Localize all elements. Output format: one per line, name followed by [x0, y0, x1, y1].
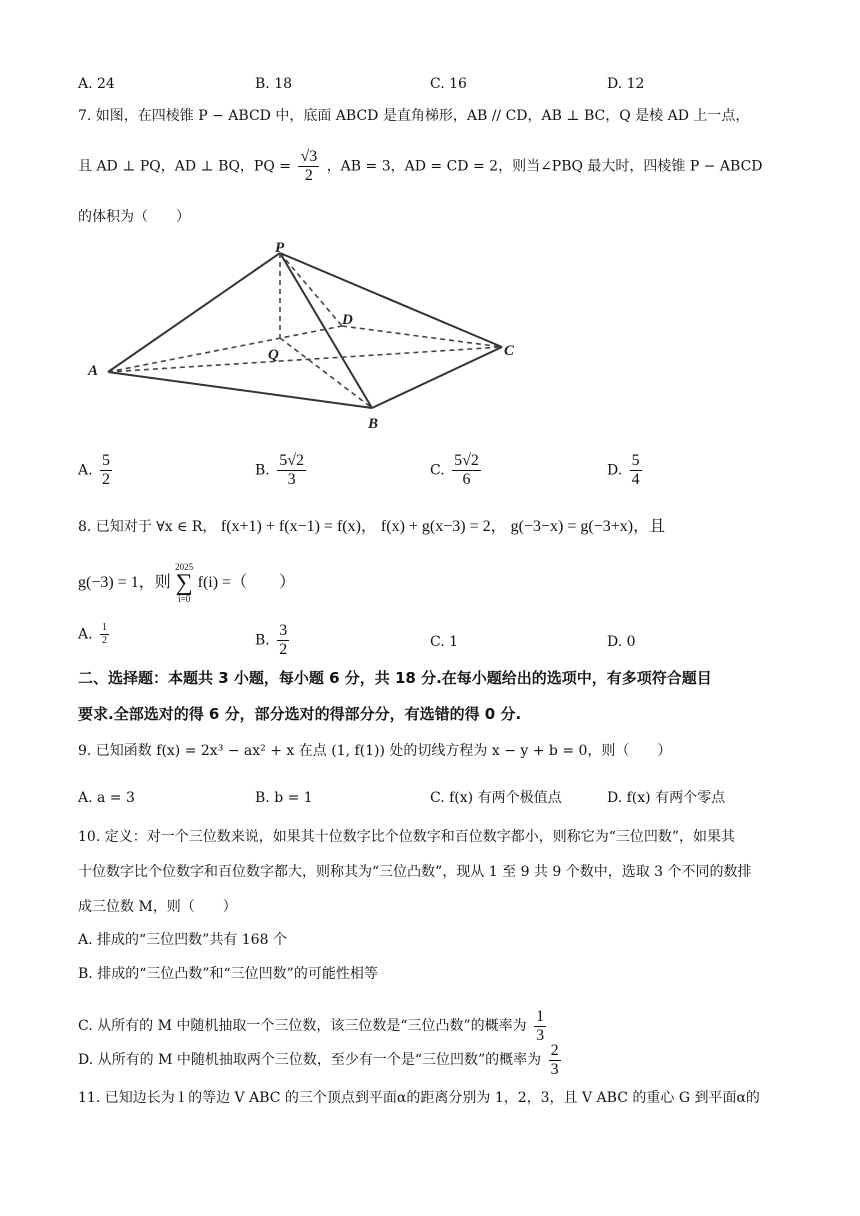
sigma-symbol: ∑	[175, 570, 193, 596]
edge-bc	[372, 347, 502, 408]
q10-option-d	[78, 1040, 564, 1080]
q7-option-d	[607, 452, 645, 489]
q7-option-c-letter: C.	[430, 462, 445, 479]
q7-option-a-den: 2	[102, 471, 111, 488]
q10-option-a: A. 排成的“三位凹数”共有 168 个	[78, 932, 287, 948]
q10-stem-line3: 成三位数 M，则（ ）	[78, 899, 237, 915]
q7-pq-den: 2	[304, 167, 313, 184]
edge-ac-dashed	[108, 347, 502, 372]
q7-option-a-fraction	[100, 452, 112, 489]
q7-option-b-num: 5√2	[279, 452, 304, 469]
sum-lower: i=0	[178, 594, 191, 604]
section2-header-line2: 要求.全部选对的得 6 分，部分选对的得部分分，有选错的得 0 分.	[78, 705, 522, 723]
sum-upper: 2025	[175, 562, 194, 572]
section2-header-line1: 二、选择题：本题共 3 小题，每小题 6 分，共 18 分.在每小题给出的选项中，有多项符合题目	[78, 669, 712, 687]
q8-option-a-den: 2	[102, 635, 108, 646]
q10-option-c-text: C. 从所有的 M 中随机抽取一个三位数，该三位数是“三位凸数”的概率为	[78, 1018, 527, 1034]
q7-line2-b: ，AB = 3，AD = CD = 2，则当∠PBQ 最大时，四棱锥 P − ABCD	[326, 158, 763, 175]
q8-option-a	[78, 622, 112, 647]
q7-option-b-fraction	[277, 452, 306, 489]
pyramid-figure	[80, 240, 530, 440]
q7-option-c-den: 6	[462, 471, 471, 488]
q7-option-b-letter: B.	[255, 462, 270, 479]
q8-line2-a: g(−3) = 1，则	[78, 574, 171, 591]
q7-line2-a: 且 AD ⊥ PQ，AD ⊥ BQ，PQ =	[78, 158, 291, 175]
q6-option-a: A. 24	[78, 76, 115, 92]
q7-pq-fraction	[298, 148, 319, 185]
q7-option-c-num: 5√2	[454, 452, 479, 469]
q7-option-b-den: 3	[287, 471, 296, 488]
q9-option-d: D. f(x) 有两个零点	[607, 790, 726, 806]
q7-pq-num: √3	[300, 148, 318, 165]
q7-option-a-letter: A.	[78, 462, 93, 479]
q8-option-a-num: 1	[102, 622, 108, 633]
q7-option-c-fraction	[452, 452, 481, 489]
q8-option-a-letter: A.	[78, 626, 93, 643]
q8-summation	[175, 562, 193, 604]
q7-option-d-den: 4	[631, 471, 640, 488]
q8-option-d: D. 0	[607, 634, 636, 650]
q7-option-c	[430, 452, 484, 489]
q8-stem-line2	[78, 562, 295, 604]
q7-option-d-fraction	[630, 452, 642, 489]
edge-pd-dashed	[280, 253, 342, 326]
q10-stem-line1: 10. 定义：对一个三位数来说，如果其十位数字比个位数字和百位数字都小，则称它为“三位凹数”，如果其	[78, 829, 736, 845]
q7-stem-line3: 的体积为（ ）	[78, 209, 190, 225]
label-d: D	[342, 312, 353, 328]
q11-stem-line1: 11. 已知边长为 l 的等边 V ABC 的三个顶点到平面α的距离分别为 1，2，3，且 V ABC 的重心 G 到平面α的	[78, 1090, 760, 1106]
q8-option-c: C. 1	[430, 634, 459, 650]
q8-line2-b: f(i) =（ ）	[197, 574, 296, 591]
q9-stem: 9. 已知函数 f(x) = 2x³ − ax² + x 在点 (1, f(1)) 处的切线方程为 x − y + b = 0，则（ ）	[78, 743, 672, 759]
q10-option-d-num: 2	[550, 1041, 559, 1059]
q9-option-c: C. f(x) 有两个极值点	[430, 790, 562, 806]
q7-option-b	[255, 452, 309, 489]
q10-option-d-den: 3	[550, 1060, 559, 1078]
q6-option-d: D. 12	[607, 76, 645, 92]
q8-option-b	[255, 622, 292, 659]
q7-stem-line1: 7. 如图，在四棱锥 P − ABCD 中，底面 ABCD 是直角梯形，AB // CD，AB ⊥ BC，Q 是棱 AD 上一点，	[78, 108, 750, 124]
q8-option-a-fraction	[100, 622, 109, 647]
q10-option-d-text: D. 从所有的 M 中随机抽取两个三位数，至少有一个是“三位凹数”的概率为	[78, 1052, 542, 1068]
q8-option-b-num: 3	[279, 622, 288, 639]
q10-option-c-num: 1	[536, 1007, 545, 1025]
edge-pa	[108, 253, 280, 372]
q8-option-b-letter: B.	[255, 632, 270, 649]
q7-option-d-letter: D.	[607, 462, 623, 479]
label-c: C	[504, 343, 515, 359]
q7-stem-line2	[78, 148, 763, 185]
q8-stem-line1	[78, 517, 665, 537]
q8-line1-b: f(x+1) + f(x−1) = f(x)， f(x) + g(x−3) = 2， g(−3−x) = g(−3+x)，且	[220, 518, 666, 535]
q8-option-b-den: 2	[279, 641, 288, 658]
q7-option-a-num: 5	[102, 452, 111, 469]
label-a: A	[88, 363, 99, 379]
q9-option-b: B. b = 1	[255, 790, 313, 806]
q7-option-d-num: 5	[631, 452, 640, 469]
q10-option-c-fraction	[534, 1008, 546, 1045]
q10-stem-line2: 十位数字比个位数字和百位数字都大，则称其为“三位凸数”，现从 1 至 9 共 9 个数中，选取 3 个不同的数排	[78, 864, 752, 880]
q6-option-b: B. 18	[255, 76, 293, 92]
q10-option-d-fraction	[549, 1042, 561, 1079]
q8-option-b-fraction	[277, 622, 289, 659]
q6-option-c: C. 16	[430, 76, 467, 92]
label-b: B	[368, 416, 379, 432]
q7-option-a	[78, 452, 115, 489]
q9-option-a: A. a = 3	[78, 790, 135, 806]
label-q: Q	[268, 347, 279, 363]
label-p: P	[275, 240, 285, 256]
q8-line1-a: 8. 已知对于 ∀x ∈ R，	[78, 519, 217, 535]
q10-option-b: B. 排成的“三位凸数”和“三位凹数”的可能性相等	[78, 966, 378, 982]
edge-pb	[280, 253, 372, 408]
q10-option-c-den: 3	[536, 1026, 545, 1044]
